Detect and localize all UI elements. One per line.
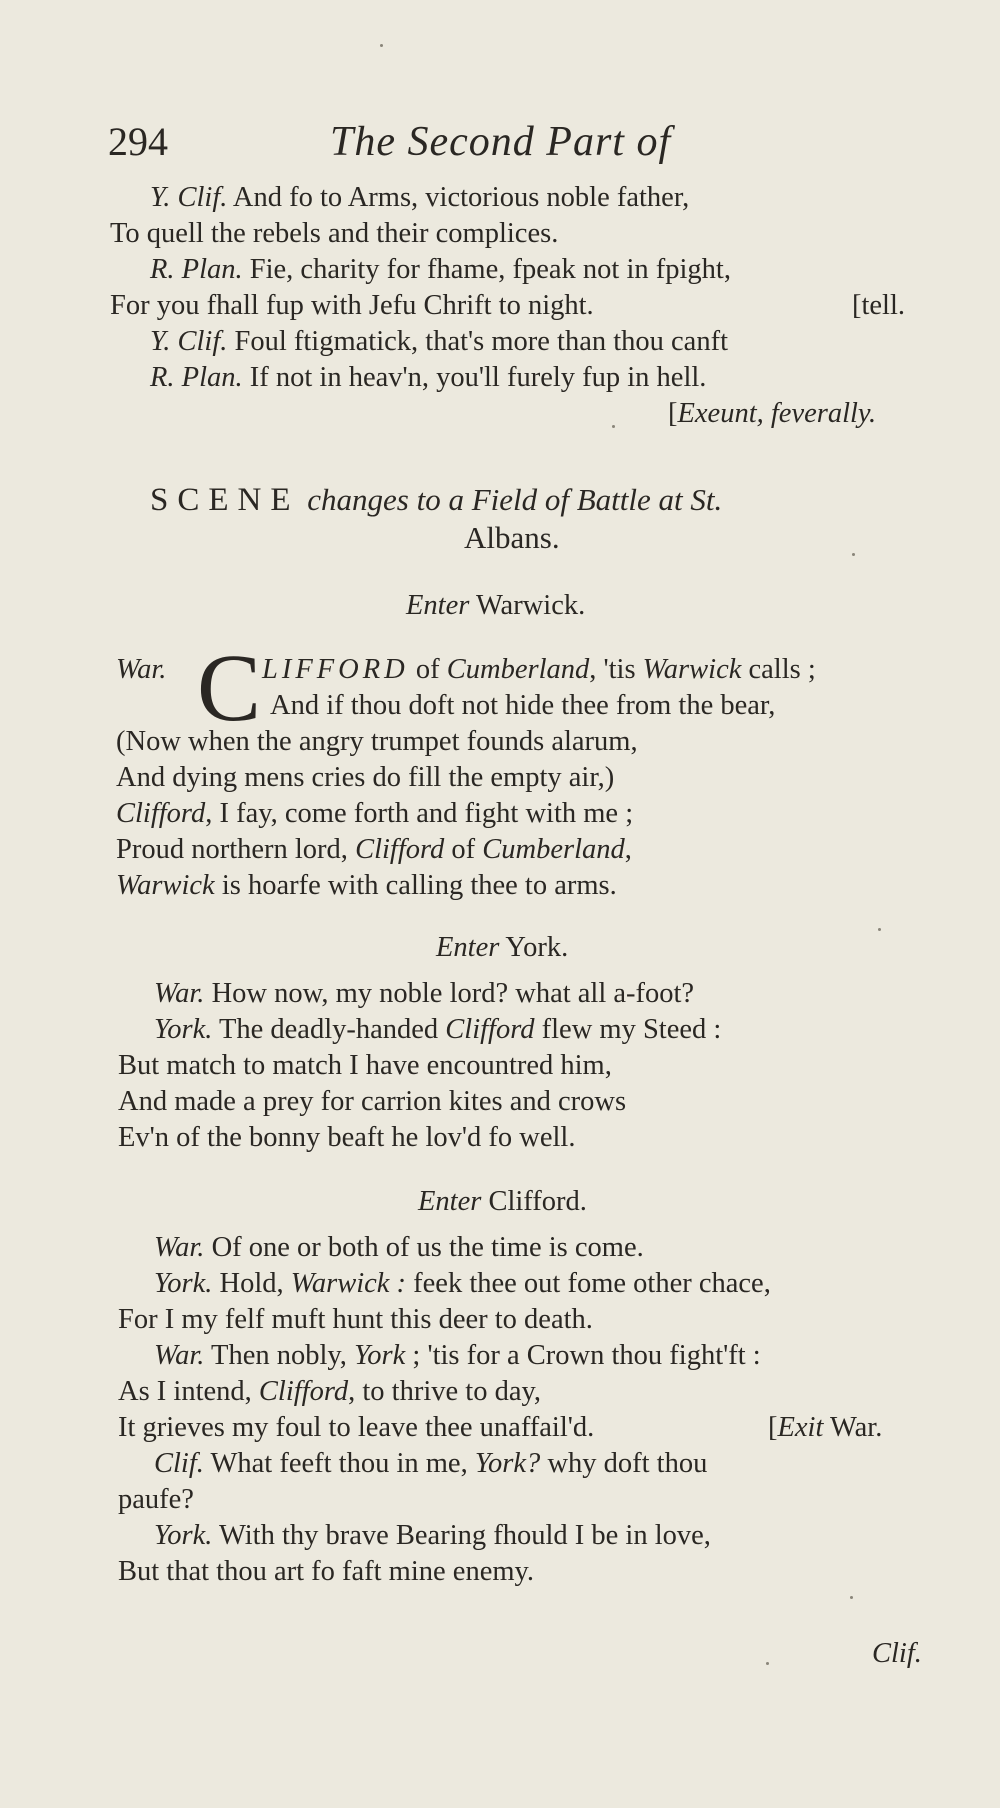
enter-word: Enter (418, 1186, 482, 1217)
running-title: The Second Part of (330, 119, 672, 165)
verse-line (118, 1410, 594, 1446)
paper-speck (878, 928, 881, 931)
bracket: [ (668, 398, 678, 429)
catchword-line (872, 1636, 922, 1672)
verse-line (150, 180, 689, 216)
verse-text: Hold, (212, 1268, 291, 1299)
turnover-text: [tell. (852, 290, 906, 321)
speaker-name: York. (154, 1520, 213, 1551)
verse-text: The deadly-handed (212, 1014, 446, 1045)
verse-line (150, 360, 706, 396)
scene-description: changes to a Field of Battle at St. (299, 482, 723, 517)
character-name: Warwick. (469, 590, 586, 621)
verse-line (118, 1554, 534, 1590)
verse-text: Foul ftigmatick, that's more than thou canft (227, 326, 728, 357)
verse-line (116, 796, 633, 832)
exit-word: Exit (777, 1412, 824, 1443)
verse-line (154, 1446, 707, 1482)
verse-line (270, 688, 775, 724)
verse-text: With thy brave Bearing fhould I be in love, (212, 1520, 711, 1551)
verse-line (116, 724, 638, 760)
verse-text: of (408, 654, 447, 685)
verse-text: But match to match I have encountred him, (118, 1050, 612, 1081)
verse-line (118, 1048, 612, 1084)
verse-line (154, 1518, 711, 1554)
speaker-name: York. (154, 1268, 213, 1299)
verse-line (116, 832, 632, 868)
verse-line (118, 1084, 626, 1120)
verse-line (262, 652, 816, 688)
stage-direction (768, 1410, 882, 1446)
speaker-name: Clif. (154, 1448, 204, 1479)
verse-text: Of one or both of us the time is come. (204, 1232, 644, 1263)
paper-speck (852, 553, 855, 556)
drop-cap: C (197, 634, 262, 741)
scene-word: SCENE (150, 482, 300, 518)
verse-text: How now, my noble lord? what all a-foot? (204, 978, 695, 1009)
enter-word: Enter (436, 932, 500, 963)
verse-line (154, 1230, 644, 1266)
speaker-name: R. Plan. (150, 362, 243, 393)
speaker-name: War. (154, 1232, 205, 1263)
character-name: Clifford (258, 1376, 349, 1407)
character-name: Clifford (355, 834, 445, 865)
paper-speck (850, 1596, 853, 1599)
stage-direction (436, 930, 568, 966)
verse-text: calls ; (741, 654, 816, 685)
verse-line (154, 1266, 771, 1302)
verse-text: As I intend, (118, 1376, 259, 1407)
paper-speck (612, 425, 615, 428)
verse-text: is hoarfe with calling thee to arms. (214, 870, 617, 901)
verse-text: What feeft thou in me, (203, 1448, 475, 1479)
verse-text: (Now when the angry trumpet founds alarum, (116, 726, 638, 757)
verse-text: of (444, 834, 483, 865)
verse-text: To quell the rebels and their complices. (110, 218, 559, 249)
verse-text: And fo to Arms, victorious noble father, (227, 182, 690, 213)
speaker-line (116, 652, 166, 688)
verse-text: , to thrive to day, (348, 1376, 541, 1407)
verse-line (118, 1120, 575, 1156)
bracket: [ (768, 1412, 778, 1443)
character-name: War. (823, 1412, 883, 1443)
verse-text: And made a prey for carrion kites and crows (118, 1086, 627, 1117)
verse-text: But that thou art fo faft mine enemy. (118, 1556, 535, 1587)
speaker-name: York. (154, 1014, 213, 1045)
character-name: York? (474, 1448, 541, 1479)
character-name: Clifford (116, 798, 206, 829)
verse-line (116, 868, 617, 904)
verse-text: For you fhall fup with Jefu Chrift to night. (110, 290, 594, 321)
verse-line (150, 324, 728, 360)
page-header (108, 118, 168, 166)
character-name: York (354, 1340, 406, 1371)
speaker-name: War. (154, 1340, 205, 1371)
paper-speck (380, 44, 383, 47)
character-name: Warwick (642, 654, 742, 685)
speaker-name: R. Plan. (150, 254, 243, 285)
verse-text: ; 'tis for a Crown thou fight'ft : (405, 1340, 761, 1371)
verse-line (118, 1302, 593, 1338)
stage-direction (406, 588, 585, 624)
turnover-line (852, 288, 905, 324)
running-title-line (330, 118, 671, 166)
verse-line (154, 1338, 761, 1374)
verse-text: why doft thou (540, 1448, 708, 1479)
verse-text: Then nobly, (204, 1340, 355, 1371)
speaker-name: War. (154, 978, 205, 1009)
verse-text: And if thou doft not hide thee from the bear, (270, 690, 776, 721)
speaker-name: Y. Clif. (150, 326, 228, 357)
verse-line (116, 760, 614, 796)
verse-line (110, 288, 594, 324)
verse-text: For I my felf muft hunt this deer to death. (118, 1304, 593, 1335)
enter-word: Enter (406, 590, 470, 621)
catchword: Clif. (872, 1638, 922, 1669)
verse-text: paufe? (118, 1484, 194, 1515)
place-name: Cumberland (446, 654, 590, 685)
verse-text: , (624, 834, 632, 865)
character-name: Clifford. (481, 1186, 587, 1217)
character-name: York. (499, 932, 569, 963)
verse-line (154, 1012, 721, 1048)
speaker-name: Y. Clif. (150, 182, 228, 213)
verse-line (118, 1482, 194, 1518)
verse-text: It grieves my foul to leave thee unaffail'd. (118, 1412, 595, 1443)
scene-location: Albans. (464, 520, 560, 555)
place-name: Cumberland (482, 834, 625, 865)
character-name: LIFFORD (262, 654, 409, 685)
direction-text: Exeunt, feverally. (677, 398, 877, 429)
character-name: Warwick : (290, 1268, 407, 1299)
page-number: 294 (108, 119, 168, 164)
verse-text: , 'tis (589, 654, 643, 685)
stage-direction (418, 1184, 587, 1220)
verse-text: Fie, charity for fhame, fpeak not in fpight, (242, 254, 731, 285)
verse-text: Ev'n of the bonny beaft he lov'd fo well. (118, 1122, 576, 1153)
paper-speck (766, 1662, 769, 1665)
verse-line (150, 252, 731, 288)
character-name: Warwick (116, 870, 215, 901)
verse-line (154, 976, 694, 1012)
scene-heading (150, 482, 722, 520)
verse-text: , I fay, come forth and fight with me ; (205, 798, 634, 829)
verse-text: flew my Steed : (534, 1014, 722, 1045)
verse-text: Proud northern lord, (116, 834, 356, 865)
verse-text: feek thee out fome other chace, (406, 1268, 771, 1299)
verse-line (118, 1374, 541, 1410)
verse-line (110, 216, 558, 252)
verse-text: If not in heav'n, you'll furely fup in hell. (242, 362, 707, 393)
character-name: Clifford (445, 1014, 535, 1045)
speaker-name: War. (116, 654, 167, 685)
scene-heading-line2 (464, 520, 560, 556)
stage-direction (668, 396, 876, 432)
verse-text: And dying mens cries do fill the empty air,) (116, 762, 615, 793)
